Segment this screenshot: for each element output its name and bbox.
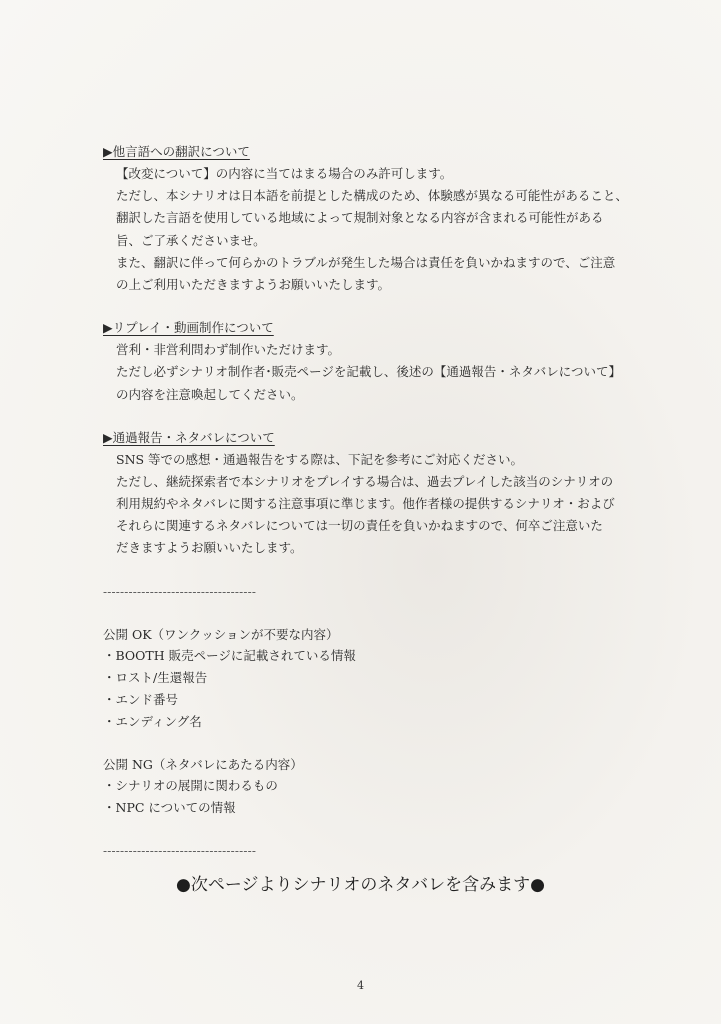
- spacer: [103, 296, 643, 317]
- section-heading: ▶他言語への翻訳について: [103, 144, 250, 159]
- body-line: ただし必ずシナリオ制作者･販売ページを記載し、後述の【通過報告・ネタバレについて】: [116, 364, 622, 380]
- spoiler-notice: ●次ページよりシナリオのネタバレを含みます●: [176, 875, 545, 895]
- body-line: 利用規約やネタバレに関する注意事項に準じます。他作者様の提供するシナリオ・および: [116, 496, 615, 512]
- ng-block: [103, 754, 643, 819]
- list-item: ・シナリオの展開に関わるもの: [103, 778, 278, 794]
- section-replay-video: [103, 317, 643, 406]
- body-line: 営利・非営利問わず制作いただけます。: [116, 342, 341, 358]
- section-body: [103, 339, 643, 406]
- list-item: ・BOOTH 販売ページに記載されている情報: [103, 648, 356, 664]
- body-line: それらに関連するネタバレについては一切の責任を負いかねますので、何卒ご注意いた: [116, 518, 603, 534]
- section-heading: ▶通過報告・ネタバレについて: [103, 429, 275, 445]
- section-body: [103, 163, 643, 296]
- spacer: [103, 406, 643, 427]
- list-item: ・NPC についての情報: [103, 800, 236, 816]
- separator-line: ------------------------------------: [103, 844, 257, 858]
- body-line: ただし、本シナリオは日本語を前提とした構成のため、体験感が異なる可能性があること、: [116, 188, 628, 204]
- separator-line: ------------------------------------: [103, 584, 257, 599]
- ok-block: [103, 624, 643, 733]
- ng-block-title: 公開 NG（ネタバレにあたる内容）: [103, 756, 303, 772]
- list-item: ・エンディング名: [103, 713, 202, 729]
- body-line: ただし、継続探索者で本シナリオをプレイする場合は、過去プレイした該当のシナリオの: [116, 473, 614, 489]
- body-line: だきますようお願いいたします。: [116, 540, 303, 556]
- list-item: ・ロスト/生還報告: [103, 670, 208, 686]
- spacer: [103, 733, 643, 754]
- spacer: [103, 560, 643, 581]
- body-line: 翻訳した言語を使用している地域によって規制対象となる内容が含まれる可能性がある: [116, 210, 604, 226]
- list-item: ・エンド番号: [103, 692, 179, 708]
- ok-block-title: 公開 OK（ワンクッションが不要な内容）: [103, 626, 339, 642]
- page-number: 4: [357, 979, 364, 992]
- body-line: 【改変について】の内容に当てはまる場合のみ許可します。: [116, 166, 453, 181]
- spacer: [103, 603, 643, 624]
- section-body: [103, 449, 643, 560]
- body-line: SNS 等での感想・通過報告をする際は、下記を参考にご対応ください。: [116, 451, 524, 467]
- page-content: [103, 141, 643, 862]
- section-translation: [103, 141, 643, 296]
- body-line: 旨、ご了承くださいませ。: [116, 232, 266, 248]
- section-spoiler-report: [103, 427, 643, 560]
- body-line: の上ご利用いただきますようお願いいたします。: [116, 276, 391, 292]
- spacer: [103, 819, 643, 840]
- section-heading: ▶リプレイ・動画制作について: [103, 320, 274, 336]
- body-line: の内容を注意喚起してください。: [116, 386, 304, 402]
- body-line: また、翻訳に伴って何らかのトラブルが発生した場合は責任を負いかねますので、ご注意: [116, 254, 616, 270]
